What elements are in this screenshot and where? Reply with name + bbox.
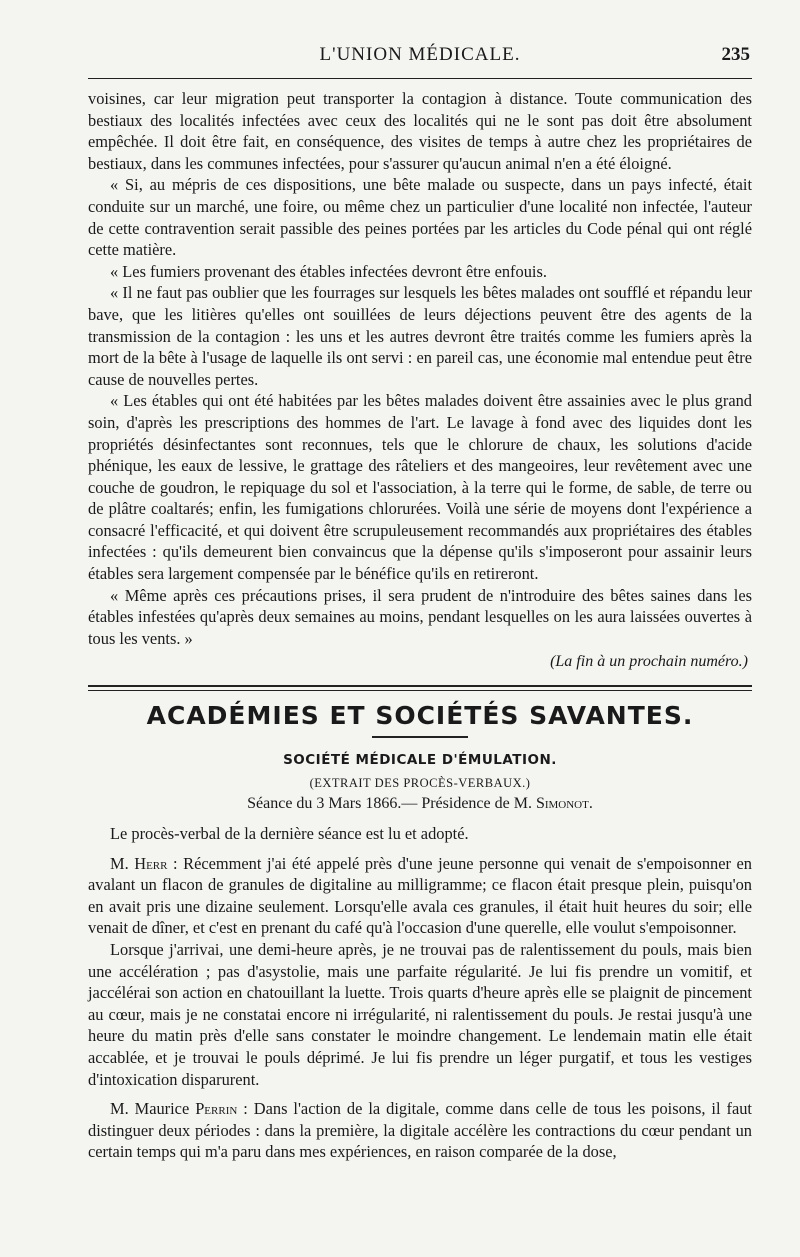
article-paragraph: voisines, car leur migration peut transporter la contagion à distance. Toute communication des bestiaux des localités infectées avec ceux des localités qui ne le sont pas doit être absolument empêchée. Il doit être fait, en conséquence, des visites de temps à autre chez les propriétaires de bestiaux, dans les communes infectées, pour s'assurer qu'aucun animal n'en a été éloigné. [88, 89, 752, 173]
minutes-body [88, 813, 752, 1163]
article-paragraph: « Même après ces précautions prises, il sera prudent de n'introduire des bêtes saines dans les étables infestées qu'après deux semaines au moins, pendant lesquelles on les aura laissées ouvertes à tous les vents. » [88, 585, 752, 648]
section-divider [88, 685, 752, 691]
speaker-name: Perrin [195, 1099, 238, 1119]
speaker-prefix: M. Maurice [110, 1099, 196, 1119]
article-paragraph: « Il ne faut pas oublier que les fourrages sur lesquels les bêtes malades ont soufflé et répandu leur bave, que les litières qu'elles ont souillées de leurs déjections peuvent être des agents de la transmission de la contagion : les uns et les autres devront être traités comme les fumiers après la mort de la bête à l'usage de laquelle ils ont servi : en pareil cas, une économie mal entendue peut être cause de nouvelles pertes. [88, 283, 752, 389]
title-underline [372, 736, 468, 738]
speaker-text: : Récemment j'ai été appelé près d'une jeune personne qui venait de s'empoisonner en avalant un flacon de granules de digitaline au milligramme; ce flacon était presque plein, puisqu'on en avait pris une dizaine seulement. Lorsqu'elle avala ces granules, il était huit heures du soir; elle venait de dîner, et c'est en prenant du café qu'à l'occasion d'une querelle, elle voulut s'empoisonner. [88, 853, 752, 938]
speaker-text: : Dans l'action de la digitale, comme dans celle de tous les poisons, il faut distinguer deux périodes : dans la première, la digitale accélère les contractions du cœur pendant un certain temps qui m'a paru dans mes expériences, en raison comparée de la dose, [88, 1099, 752, 1162]
article-body [88, 74, 752, 673]
running-head [88, 0, 752, 74]
extract-note: (EXTRAIT DES PROCÈS-VERBAUX.) [309, 776, 531, 791]
article-paragraph: « Les étables qui ont été habitées par les bêtes malades doivent être assainies avec le plus grand soin, d'après les prescriptions des hommes de l'art. Le lavage à fond avec des liquides dont les propriétés désinfectantes sont reconnues, tels que le chlorure de chaux, les solutions d'acide phénique, les eaux de lessive, le grattage des râteliers et des mangeoires, leur revêtement avec une couche de goudron, le repiquage du sol et l'association, à la terre qui le forme, de sable, de terre ou de plâtre coaltarés; enfin, les fumigations chlorurées. Voilà une série de moyens dont l'expérience a consacré l'efficacité, et qui doivent être scrupuleusement recommandés aux propriétaires des étables infectées : qu'ils demeurent bien convaincus que la dépense qu'ils s'imposeront pour assainir leurs étables sera largement compensée par le bénéfice qu'ils en retireront. [88, 391, 752, 584]
minutes-opening: Le procès-verbal de la dernière séance est lu et adopté. [110, 824, 469, 844]
president-name: Simonot [535, 795, 589, 813]
continuation-note: (La fin à un prochain numéro.) [550, 653, 748, 671]
running-title: L'UNION MÉDICALE. [319, 44, 521, 65]
article-paragraph: « Si, au mépris de ces dispositions, une bête malade ou suspecte, dans un pays infecté, était conduite sur un marché, une foire, ou même chez un particulier d'une localité non infectée, l'auteur de cette contravention serait passible des peines portées par les articles du Code pénal qui ont réglé cette matière. [88, 175, 752, 260]
session-line [88, 795, 752, 813]
session-date: Séance du 3 Mars 1866.— Présidence de M. [247, 795, 536, 813]
speaker-paragraph-continued: Lorsque j'arrivai, une demi-heure après, je ne trouvai pas de ralentissement du pouls, mais bien une accélération ; pas d'asystolie, mais une parfaite régularité. Je lui fis prendre un vomitif, et jaccélérai son action en chatouillant la luette. Trois quarts d'heure après elle se plaignit de pincement au cœur, mais je ne constatai encore ni irrégularité, ni ralentissement du pouls. Je restai jusqu'à une heure du matin près d'elle sans constater le moindre changement. Le lendemain matin elle était accablée, et je trouvai le pouls déprimé. Je lui fis prendre un léger purgatif, et tous les vestiges d'intoxication disparurent. [88, 940, 752, 1089]
speaker-prefix: M. [110, 853, 135, 873]
speaker-paragraph [88, 1098, 752, 1163]
session-suffix: . [588, 795, 593, 813]
article-paragraph: « Les fumiers provenant des étables infectées devront être enfouis. [110, 261, 547, 281]
section-title: ACADÉMIES ET SOCIÉTÉS SAVANTES. [146, 701, 694, 731]
speaker-name: Herr [134, 853, 168, 873]
speaker-paragraph [88, 853, 752, 939]
header-rule [88, 78, 752, 79]
page-number: 235 [721, 44, 750, 65]
society-name: SOCIÉTÉ MÉDICALE D'ÉMULATION. [283, 752, 557, 769]
